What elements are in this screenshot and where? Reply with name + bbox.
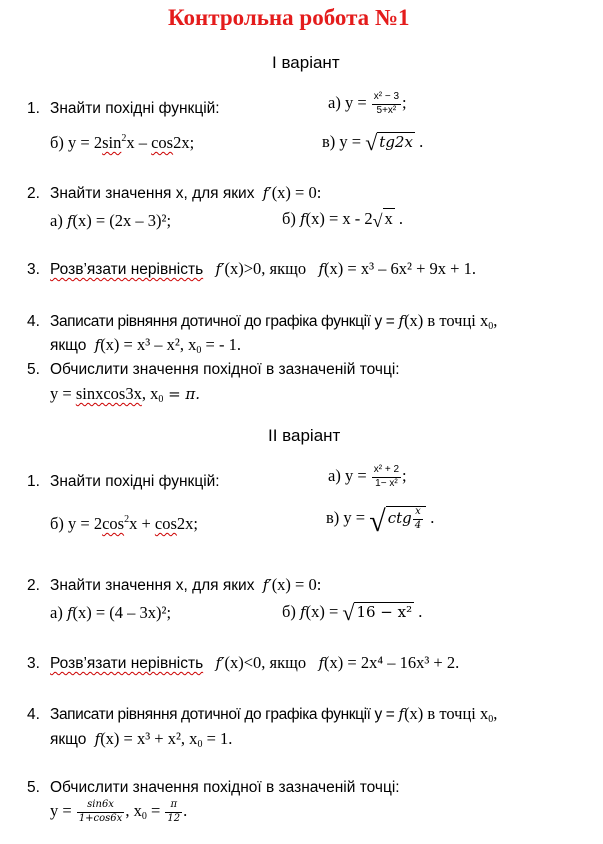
- v2-task3-text: Розв’язати нерівність f′(х)<0, якщо f(х) = 2х⁴ – 16х³ + 2.: [50, 653, 460, 672]
- v2-task4-text: Записати рівняння дотичної до графіка функції у = f(х) в точці $х_0$,: [50, 704, 498, 725]
- v1-task2-number: 2.: [27, 185, 40, 202]
- v2-task1-v: в) у = √ ctg $\frac{x}{4}$ .: [326, 504, 435, 538]
- v1-task4-line2: якщо f(х) = х³ – х², $х_0$ = - 1.: [50, 335, 241, 356]
- v2-task2-a: а) f(х) = (4 – 3х)²;: [50, 603, 172, 622]
- v1-task4-number: 4.: [27, 313, 40, 330]
- v2-task5-numerator: sin6x: [77, 800, 125, 813]
- v2-task5-denominator: 1+cos6x: [78, 812, 123, 824]
- v2-task2-text: Знайти значення х, для яких f′(х) = 0:: [50, 575, 322, 594]
- v1-task2-text: Знайти значення х, для яких f′(х) = 0:: [50, 183, 322, 202]
- v1-task4-text: Записати рівняння дотичної до графіка функції у = f(х) в точці $х_0$,: [50, 311, 498, 332]
- v2-task3-number: 3.: [27, 655, 40, 672]
- v2-task1-a-numerator: x² + 2: [372, 465, 401, 478]
- v2-task5-number: 5.: [27, 779, 40, 796]
- variant-1-heading: І варіант: [272, 53, 340, 72]
- v2-task1-number: 1.: [27, 473, 40, 490]
- v1-task1-a-numerator: x² − 3: [372, 92, 401, 105]
- v1-task1-b: б) $у = 2\sin^2x - \cos 2x$;: [50, 133, 195, 152]
- v1-task1-number: 1.: [27, 100, 40, 117]
- v1-task1-v: в) у = √ tg2x .: [322, 130, 424, 155]
- v1-task5-expr: у = sinxcos3x, $х_0 = \pi$.: [50, 384, 201, 405]
- v1-task5-number: 5.: [27, 361, 40, 378]
- v1-task3-number: 3.: [27, 261, 40, 278]
- v1-task3-text: Розв’язати нерівність f′(х)>0, якщо f(х) = х³ – 6х² + 9х + 1.: [50, 259, 476, 278]
- v2-task1-a: а) у = $\frac{\text{x² + 2}}{\text{1− x²}}$ ;: [328, 464, 407, 489]
- v2-task1-a-denominator: 1− x²: [375, 477, 398, 489]
- v1-task1-a: а) у = $\frac{\text{x² − 3}}{\text{5+x²}}$ ;: [328, 91, 407, 116]
- v2-task2-b: б) f(х) = √ 16 − x² .: [282, 600, 423, 625]
- v1-task1-a-denominator: 5+x²: [376, 104, 397, 116]
- document-title: Контрольна робота №1: [168, 5, 410, 30]
- v1-task2-a: а) f(х) = (2х – 3)²;: [50, 211, 172, 230]
- v1-task5-text: Обчислити значення похідної в зазначеній точці:: [50, 361, 400, 378]
- variant-2-heading: ІІ варіант: [268, 426, 341, 445]
- v2-task1-b: б) $у = 2\cos^2х + \cos 2х$;: [50, 514, 198, 533]
- v2-task4-number: 4.: [27, 706, 40, 723]
- v2-task1-text: Знайти похідні функцій:: [50, 473, 220, 490]
- v1-task1-text: Знайти похідні функцій:: [50, 100, 220, 117]
- v2-task5-expr: у = $\frac{\sin 6x}{1+\cos 6x}$ , $х_0$ = $\frac{\pi}{12}$ .: [50, 799, 188, 824]
- v2-task5-text: Обчислити значення похідної в зазначеній точці:: [50, 779, 400, 796]
- v2-task2-number: 2.: [27, 577, 40, 594]
- v1-task2-b: б) f(х) = х - 2√ х .: [282, 209, 404, 231]
- v2-task4-line2: якщо f(х) = х³ + х², $х_0 = 1$.: [50, 729, 233, 750]
